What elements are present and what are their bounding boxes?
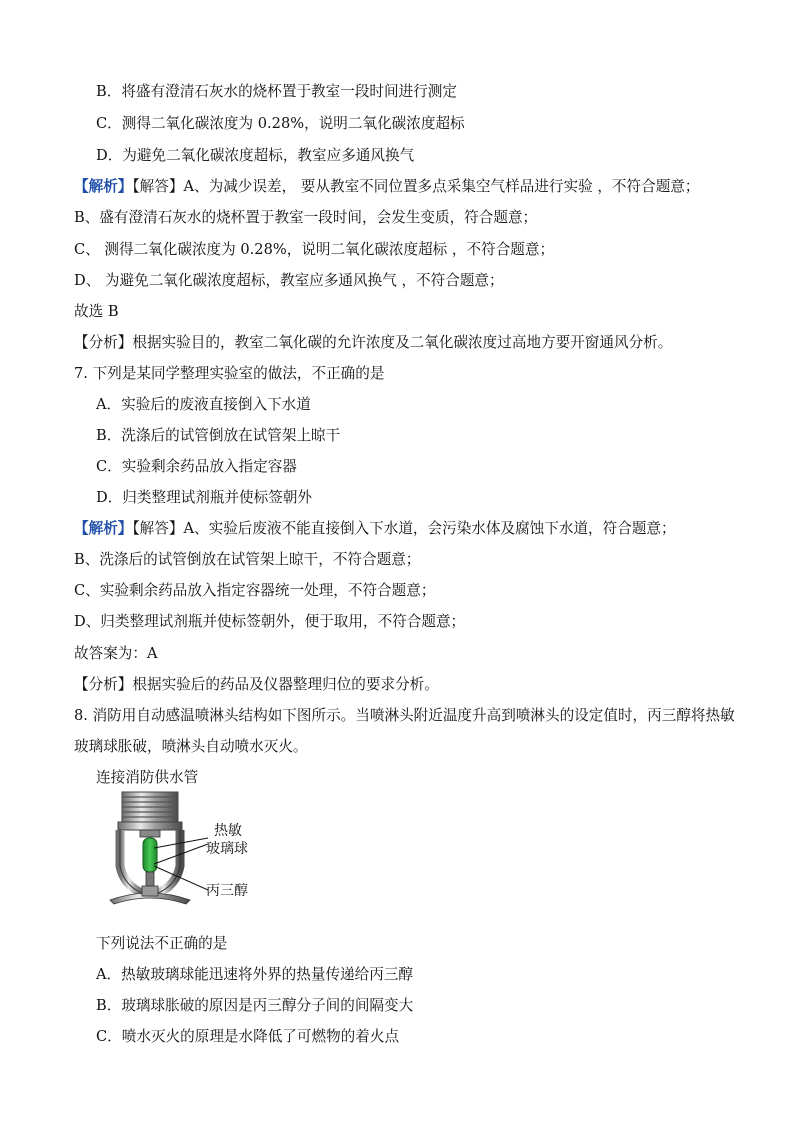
q7-fenxi (74, 675, 439, 695)
q8-stem-line1: 8. 消防用自动感温喷淋头结构如下图所示。当喷淋头附近温度升高到喷淋头的设定值时，丙三醇将热敏 (74, 707, 735, 724)
figure-top-label: 连接消防供水管 (96, 769, 199, 786)
q7-option-a: A．实验后的废液直接倒入下水道 (96, 396, 311, 413)
q6-option-d: D．为避免二氧化碳浓度超标，教室应多通风换气 (96, 147, 415, 164)
q6-option-c: C．测得二氧化碳浓度为 0.28%，说明二氧化碳浓度超标 (96, 115, 465, 132)
q8-option-b: B．玻璃球胀破的原因是丙三醇分子间的间隔变大 (96, 997, 414, 1014)
q6-fenxi (74, 333, 672, 353)
sprinkler-illustration (96, 786, 296, 916)
q6-analysis-line1 (74, 177, 699, 197)
jiexi-tag: 【解析】 (74, 178, 133, 195)
q6-answer: 故选 B (74, 303, 119, 320)
label-heat-sensitive: 热敏 (214, 823, 242, 839)
q6-analysis-a: A、为减少误差， 要从教室不同位置多点采集空气样品进行实验 ，不符合题意； (183, 178, 700, 195)
q6-analysis-c: C、 测得二氧化碳浓度为 0.28%，说明二氧化碳浓度超标 ，不符合题意； (74, 241, 555, 258)
q6-option-b: B．将盛有澄清石灰水的烧杯置于教室一段时间进行测定 (96, 83, 457, 100)
q7-analysis-d: D、归类整理试剂瓶并使标签朝外，便于取用，不符合题意； (74, 613, 466, 630)
q7-fenxi-text: 根据实验后的药品及仪器整理归位的要求分析。 (132, 676, 439, 693)
q6-analysis-b: B、盛有澄清石灰水的烧杯置于教室一段时间，会发生变质，符合题意； (74, 209, 538, 226)
q7-analysis-a: A、实验后废液不能直接倒入下水道，会污染水体及腐蚀下水道，符合题意； (183, 520, 676, 537)
jieda-tag: 【解答】 (132, 178, 184, 195)
q7-analysis-b: B、洗涤后的试管倒放在试管架上晾干，不符合题意； (74, 551, 421, 568)
q7-analysis-line1 (74, 519, 676, 539)
q7-stem: 7. 下列是某同学整理实验室的做法，不正确的是 (74, 365, 385, 382)
label-glass-bulb: 玻璃球 (206, 841, 248, 857)
q7-option-d: D．归类整理试剂瓶并使标签朝外 (96, 489, 313, 506)
q8-option-c: C．喷水灭火的原理是水降低了可燃物的着火点 (96, 1028, 400, 1045)
q8-prompt: 下列说法不正确的是 (96, 935, 228, 952)
q8-stem-line2: 玻璃球胀破，喷淋头自动喷水灭火。 (74, 738, 308, 755)
label-glycerol: 丙三醇 (206, 883, 248, 899)
fenxi-tag: 【分析】 (74, 676, 133, 693)
sprinkler-head-figure (96, 786, 296, 916)
fenxi-tag: 【分析】 (74, 334, 133, 351)
q6-fenxi-text: 根据实验目的，教室二氧化碳的允许浓度及二氧化碳浓度过高地方要开窗通风分析。 (132, 334, 673, 351)
q7-option-c: C．实验剩余药品放入指定容器 (96, 458, 297, 475)
jieda-tag: 【解答】 (132, 520, 184, 537)
q7-option-b: B．洗涤后的试管倒放在试管架上晾干 (96, 427, 341, 444)
jiexi-tag: 【解析】 (74, 520, 133, 537)
q7-answer: 故答案为：A (74, 645, 158, 662)
q8-option-a: A．热敏玻璃球能迅速将外界的热量传递给丙三醇 (96, 966, 414, 983)
q6-analysis-d: D、 为避免二氧化碳浓度超标，教室应多通风换气 ，不符合题意； (74, 272, 504, 289)
q7-analysis-c: C、实验剩余药品放入指定容器统一处理，不符合题意； (74, 582, 436, 599)
